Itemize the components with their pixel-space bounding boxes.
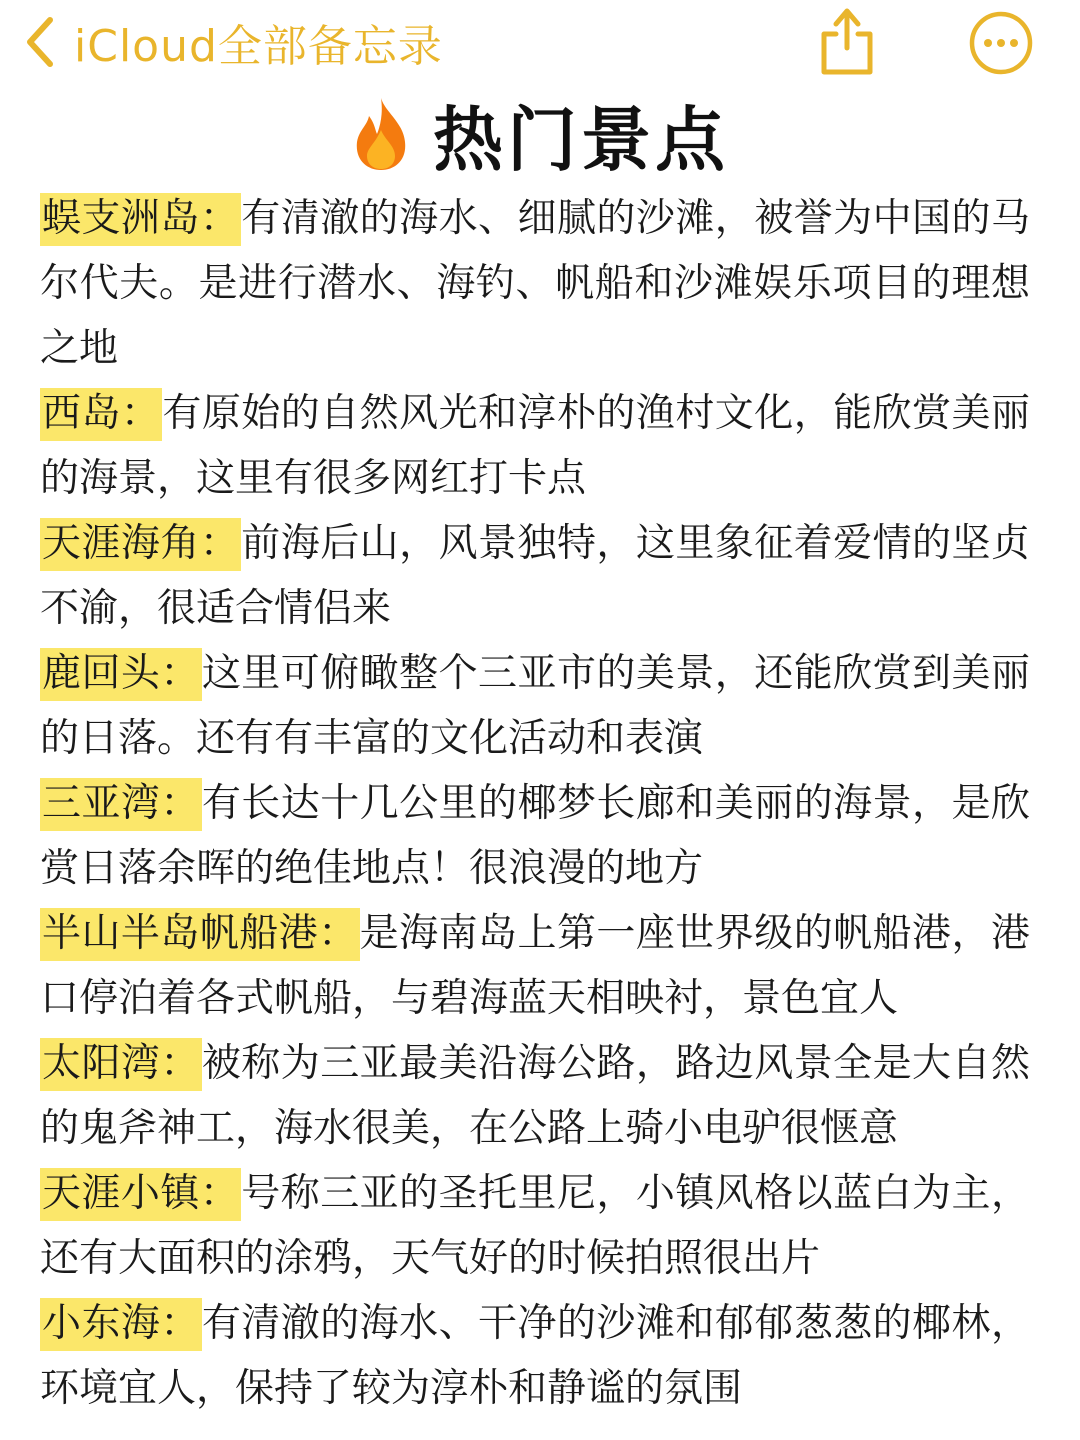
back-label[interactable]: iCloud全部备忘录 bbox=[74, 21, 443, 72]
attraction-entry bbox=[40, 186, 1030, 381]
share-icon[interactable] bbox=[814, 2, 880, 78]
attraction-description: 有长达十几公里的椰梦长廊和美丽的海景，是欣赏日落余晖的绝佳地点！很浪漫的地方 bbox=[40, 781, 1030, 891]
back-button[interactable] bbox=[22, 12, 443, 72]
attraction-description: 是海南岛上第一座世界级的帆船港，港口停泊着各式帆船，与碧海蓝天相映衬，景色宜人 bbox=[40, 911, 1030, 1021]
attraction-name: 天涯海角： bbox=[40, 518, 241, 571]
attraction-description: 有清澈的海水、干净的沙滩和郁郁葱葱的椰林，环境宜人，保持了较为淳朴和静谧的氛围 bbox=[40, 1301, 1030, 1411]
attraction-entry bbox=[40, 771, 1030, 901]
chevron-left-icon[interactable] bbox=[22, 16, 58, 68]
note-title: 热门景点 bbox=[433, 98, 729, 181]
note-title-row bbox=[0, 92, 1080, 181]
attraction-entry bbox=[40, 381, 1030, 511]
attraction-entry bbox=[40, 1031, 1030, 1161]
note-body[interactable] bbox=[40, 186, 1030, 1421]
attraction-entry bbox=[40, 511, 1030, 641]
attraction-description: 前海后山，风景独特，这里象征着爱情的坚贞不渝，很适合情侣来 bbox=[40, 521, 1030, 631]
attraction-description: 号称三亚的圣托里尼，小镇风格以蓝白为主，还有大面积的涂鸦，天气好的时候拍照很出片 bbox=[40, 1171, 1030, 1281]
attraction-name: 半山半岛帆船港： bbox=[40, 908, 360, 961]
attraction-name: 三亚湾： bbox=[40, 778, 202, 831]
attraction-entry bbox=[40, 1291, 1030, 1421]
fire-icon bbox=[351, 96, 411, 172]
attraction-description: 有原始的自然风光和淳朴的渔村文化，能欣赏美丽的海景，这里有很多网红打卡点 bbox=[40, 391, 1030, 501]
attraction-entry bbox=[40, 641, 1030, 771]
attraction-name: 鹿回头： bbox=[40, 648, 202, 701]
navigation-bar bbox=[0, 0, 1080, 88]
attraction-entry bbox=[40, 1161, 1030, 1291]
attraction-name: 天涯小镇： bbox=[40, 1168, 241, 1221]
attraction-name: 西岛： bbox=[40, 388, 162, 441]
attraction-entry bbox=[40, 901, 1030, 1031]
more-icon[interactable] bbox=[968, 10, 1034, 76]
attraction-name: 蜈支洲岛： bbox=[40, 193, 241, 246]
attraction-description: 有清澈的海水、细腻的沙滩，被誉为中国的马尔代夫。是进行潜水、海钓、帆船和沙滩娱乐项目的理想之地 bbox=[40, 196, 1030, 371]
attraction-name: 太阳湾： bbox=[40, 1038, 202, 1091]
attraction-description: 被称为三亚最美沿海公路，路边风景全是大自然的鬼斧神工，海水很美，在公路上骑小电驴很惬意 bbox=[40, 1041, 1030, 1151]
attraction-description: 这里可俯瞰整个三亚市的美景，还能欣赏到美丽的日落。还有有丰富的文化活动和表演 bbox=[40, 651, 1030, 761]
attraction-name: 小东海： bbox=[40, 1298, 202, 1351]
